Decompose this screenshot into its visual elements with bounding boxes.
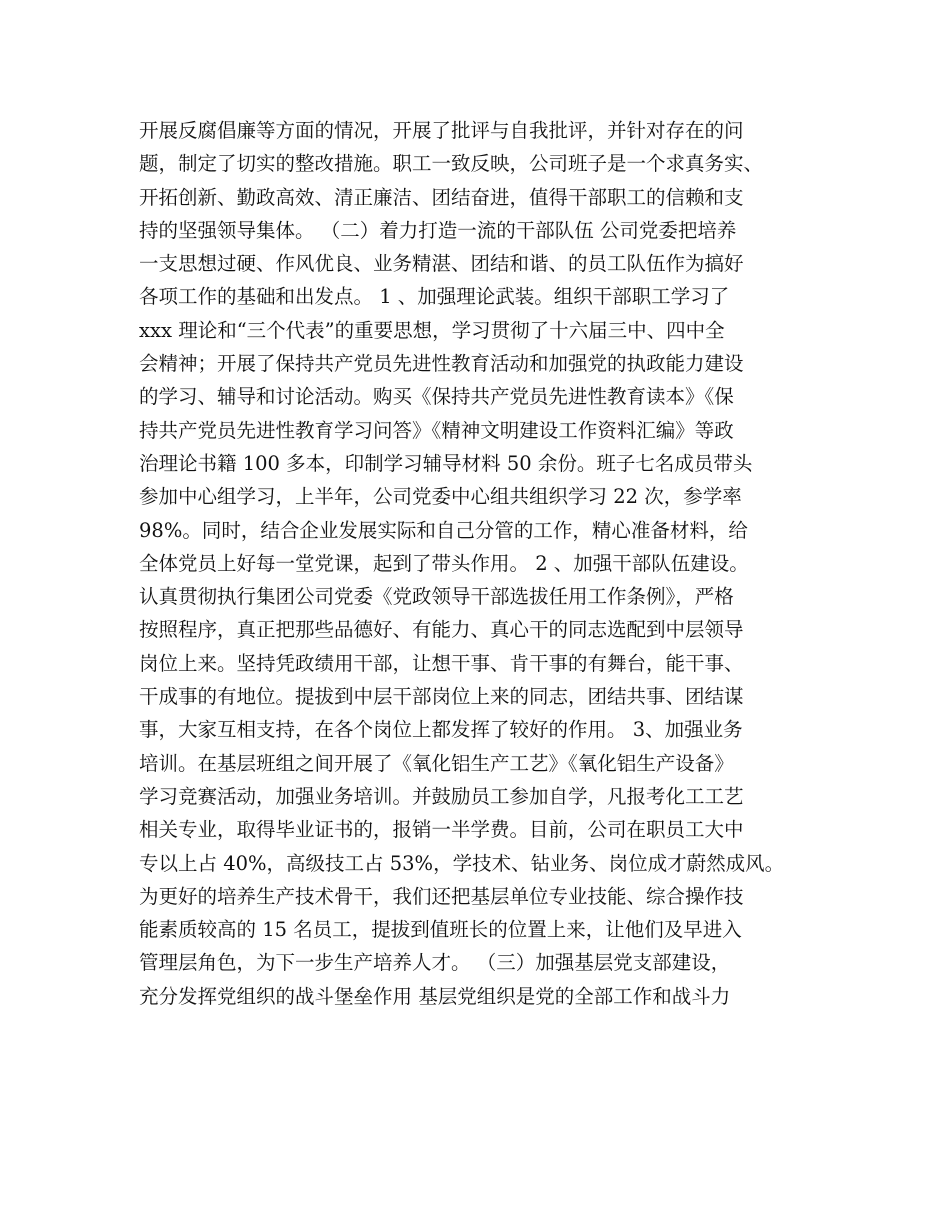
body-text: [139, 114, 829, 1013]
text-line: 专以上占 40%，高级技工占 53%，学技术、钻业务、岗位成才蔚然成风。: [139, 851, 785, 875]
text-line: 相关专业，取得毕业证书的，报销一半学费。目前，公司在职员工大中: [139, 818, 744, 842]
text-line: 各项工作的基础和出发点。 1 、加强理论武装。组织干部职工学习了: [139, 285, 730, 309]
text-line: 认真贯彻执行集团公司党委《党政领导干部选拔任用工作条例》，严格: [139, 585, 734, 609]
text-line: 岗位上来。坚持凭政绩用干部，让想干事、肯干事的有舞台，能干事、: [139, 651, 744, 675]
text-line: 题，制定了切实的整改措施。职工一致反映，公司班子是一个求真务实、: [139, 152, 764, 176]
text-line: 干成事的有地位。提拔到中层干部岗位上来的同志，团结共事、团结谋: [139, 685, 744, 709]
text-line: 学习竞赛活动，加强业务培训。并鼓励员工参加自学，凡报考化工工艺: [139, 784, 744, 808]
text-line: 持共产党员先进性教育学习问答》《精神文明建设工作资料汇编》等政: [139, 418, 734, 442]
text-line: 治理论书籍 100 多本，印制学习辅导材料 50 余份。班子七名成员带头: [139, 451, 753, 475]
text-line: 开展反腐倡廉等方面的情况，开展了批评与自我批评，并针对存在的问: [139, 119, 744, 142]
text-line: 事，大家互相支持，在各个岗位上都发挥了较好的作用。 3、加强业务: [139, 718, 743, 742]
text-line: 参加中心组学习，上半年，公司党委中心组共组织学习 22 次，参学率: [139, 485, 742, 509]
text-line: 培训。在基层班组之间开展了《氧化铝生产工艺》《氧化铝生产设备》: [139, 751, 734, 775]
text-line: 的学习、辅导和讨论活动。购买《保持共产党员先进性教育读本》《保: [139, 385, 734, 409]
text-line: 能素质较高的 15 名员工，提拔到值班长的位置上来，让他们及早进入: [139, 918, 742, 942]
text-line: xxx 理论和“三个代表”的重要思想，学习贯彻了十六届三中、四中全: [139, 318, 725, 342]
text-line: 开拓创新、勤政高效、清正廉洁、团结奋进，值得干部职工的信赖和支: [139, 185, 744, 209]
text-line: 充分发挥党组织的战斗堡垒作用 基层党组织是党的全部工作和战斗力: [139, 984, 731, 1008]
text-line: 管理层角色，为下一步生产培养人才。 （三）加强基层党支部建设，: [139, 951, 731, 975]
text-line: 为更好的培养生产技术骨干，我们还把基层单位专业技能、综合操作技: [139, 884, 744, 908]
text-line: 持的坚强领导集体。 （二）着力打造一流的干部队伍 公司党委把培养: [139, 218, 737, 242]
text-line: 全体党员上好每一堂党课，起到了带头作用。 2 、加强干部队伍建设。: [139, 551, 749, 575]
text-line: 会精神；开展了保持共产党员先进性教育活动和加强党的执政能力建设: [139, 352, 744, 376]
text-line: 一支思想过硬、作风优良、业务精湛、团结和谐、的员工队伍作为搞好: [139, 252, 744, 276]
text-line: 按照程序，真正把那些品德好、有能力、真心干的同志选配到中层领导: [139, 618, 744, 642]
text-line: 98%。同时，结合企业发展实际和自己分管的工作，精心准备材料，给: [139, 518, 748, 542]
